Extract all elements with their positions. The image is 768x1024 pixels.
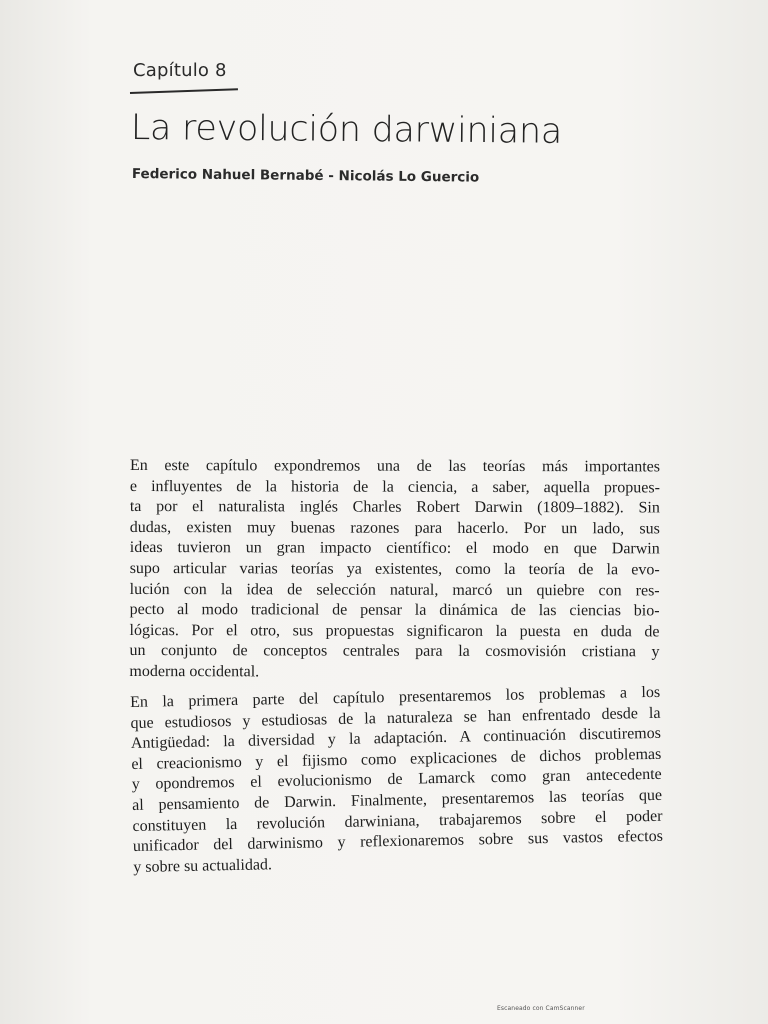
- text-line: y opondremos el evolucionismo de Lamarck como gran antecedente: [131, 765, 662, 793]
- text-line: dudas, existen muy buenas razones para hacerlo. Por un lado, sus: [129, 518, 660, 538]
- text-line: constituyen la revolución darwiniana, trabajaremos sobre el poder: [132, 806, 663, 835]
- chapter-label: Capítulo 8: [133, 60, 227, 81]
- paragraph-2: [130, 682, 663, 877]
- text-line: pecto al modo tradicional de pensar la dinámica de las ciencias bio-: [129, 601, 660, 620]
- text-line: supo articular varias teorías ya existentes, como la teoría de la evo-: [129, 559, 660, 579]
- text-line: lución con la idea de selección natural, marcó un quiebre con res-: [129, 580, 660, 599]
- text-line: un conjunto de conceptos centrales para la cosmovisión cristiana y: [129, 642, 660, 661]
- text-line: ideas tuvieron un gran impacto científico: el modo en que Darwin: [129, 539, 660, 558]
- text-line: y sobre su actualidad.: [133, 855, 273, 876]
- paragraph-1: [129, 456, 660, 684]
- chapter-intro-text: [129, 456, 664, 878]
- text-line: al pensamiento de Darwin. Finalmente, presentaremos las teorías que: [131, 786, 663, 814]
- text-line: moderna occidental.: [129, 662, 260, 681]
- text-line: unificador del darwinismo y reflexionaremos sobre sus vastos efectos: [132, 827, 664, 855]
- chapter-title: La revolución darwiniana: [130, 108, 563, 152]
- text-line: Antigüedad: la diversidad y la adaptación. A continuación discutiremos: [130, 724, 662, 752]
- text-line: lógicas. Por el otro, sus propuestas significaron la puesta en duda de: [129, 621, 660, 641]
- text-line: e influyentes de la historia de la ciencia, a saber, aquella propues-: [129, 477, 660, 496]
- text-line: En la primera parte del capítulo presentaremos los problemas a los: [130, 683, 661, 711]
- chapter-rule: [130, 88, 238, 94]
- chapter-authors: Federico Nahuel Bernabé - Nicolás Lo Guercio: [131, 166, 480, 186]
- text-line: el creacionismo y el fijismo como explicaciones de dichos problemas: [131, 745, 662, 773]
- text-line: que estudiosos y estudiosas de la naturaleza se han enfrentado desde la: [130, 703, 661, 732]
- text-line: ta por el naturalista inglés Charles Robert Darwin (1809–1882). Sin: [129, 498, 660, 517]
- scanner-watermark: Escaneado con CamScanner: [497, 1005, 585, 1012]
- text-line: En este capítulo expondremos una de las teorías más importantes: [129, 457, 660, 476]
